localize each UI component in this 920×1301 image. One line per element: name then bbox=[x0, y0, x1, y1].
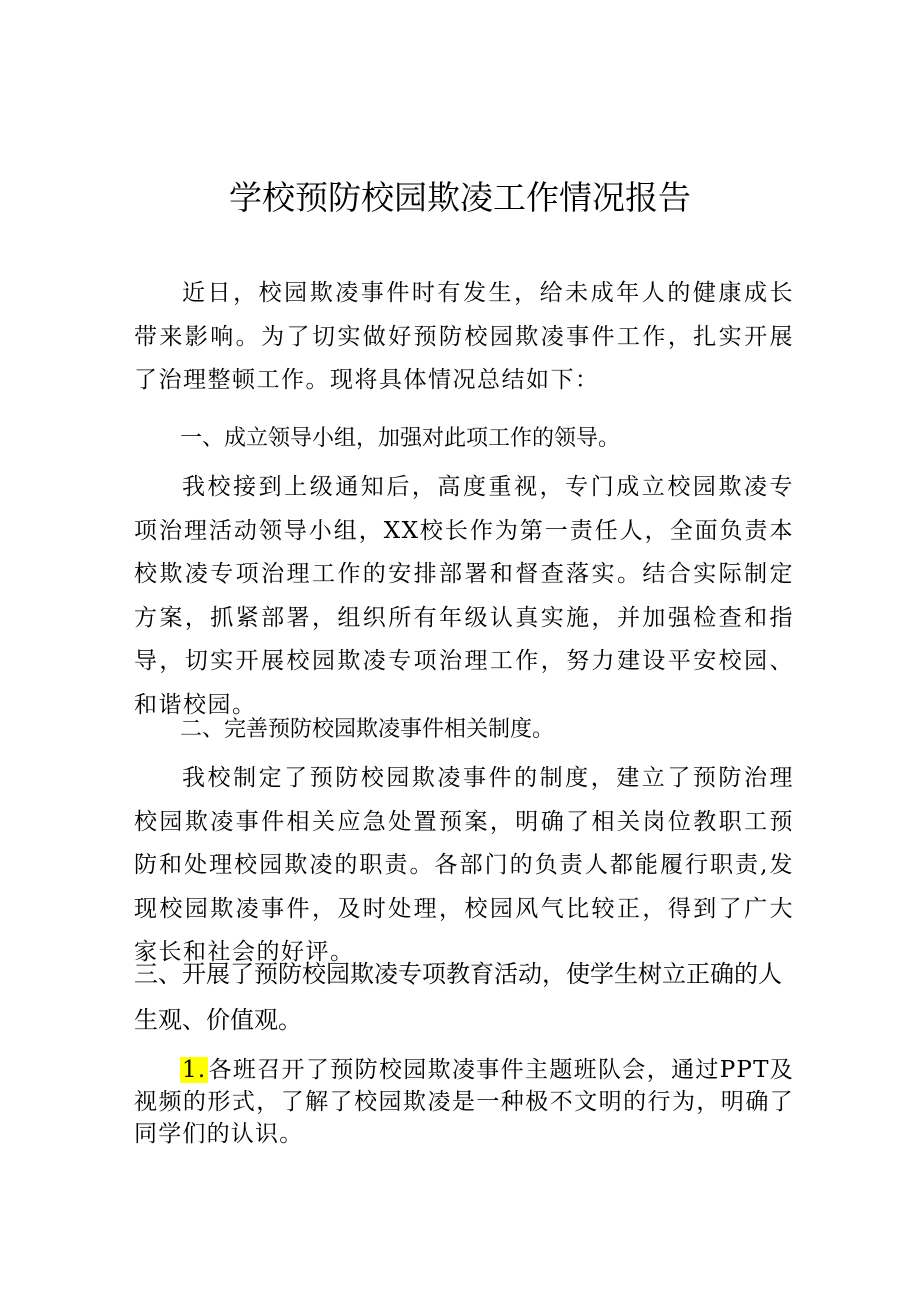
list-item-text: 各班召开了预防校园欺凌事件主题班队会，通过PPT及视频的形式，了解了校园欺凌是一种极不文明的行为，明确了同学们的认识。 bbox=[134, 1057, 794, 1147]
list-item-1 bbox=[134, 1054, 794, 1150]
section-heading-2: 二、完善预防校园欺凌事件相关制度。 bbox=[180, 717, 555, 742]
section-heading-3: 三、开展了预防校园欺凌专项教育活动，使学生树立正确的人生观、价值观。 bbox=[134, 960, 782, 1034]
intro-paragraph: 近日，校园欺凌事件时有发生，给未成年人的健康成长带来影响。为了切实做好预防校园欺凌事件工作，扎实开展了治理整顿工作。现将具体情况总结如下： bbox=[134, 280, 794, 393]
highlighted-item-number: 1. bbox=[182, 1057, 207, 1083]
document-title: 学校预防校园欺凌工作情况报告 bbox=[229, 178, 691, 217]
section-body-1: 我校接到上级通知后，高度重视，专门成立校园欺凌专项治理活动领导小组，XX校长作为第一责任人，全面负责本校欺凌专项治理工作的安排部署和督查落实。结合实际制定方案，抓紧部署，组织所有年级认真实施，并加强检查和指导，切实开展校园欺凌专项治理工作，努力建设平安校园、和谐校园。 bbox=[134, 474, 794, 718]
section-body-2: 我校制定了预防校园欺凌事件的制度，建立了预防治理校园欺凌事件相关应急处置预案，明确了相关岗位教职工预防和处理校园欺凌的职责。各部门的负责人都能履行职责,发现校园欺凌事件，及时处理，校园风气比较正，得到了广大家长和社会的好评。 bbox=[134, 765, 794, 965]
section-heading-1: 一、成立领导小组，加强对此项工作的领导。 bbox=[180, 426, 621, 451]
